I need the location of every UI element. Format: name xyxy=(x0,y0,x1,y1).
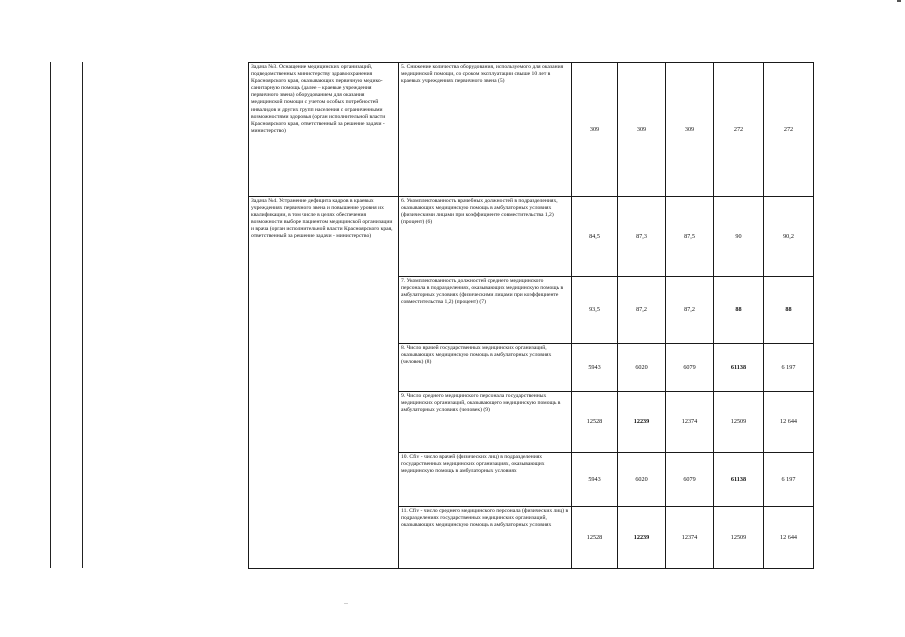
value-cell: 272 xyxy=(764,63,814,197)
value-cell: 6020 xyxy=(618,344,666,392)
value-cell: 6 197 xyxy=(764,344,814,392)
table-row xyxy=(249,63,814,197)
value-cell: 12374 xyxy=(666,507,714,569)
scan-speck xyxy=(344,603,348,604)
task-3-cell: Задача №3. Оснащение медицинских организаций, подведомственных министерству здравоохранения Красноярского края, оказывающих первичную медико-санитарную помощь (далее – краевые учреждения первичного звена) оборудованием для оказания медицинской помощи с учетом особых потребностей инвалидов и других групп населения с ограниченными возможностями здоровья (орган исполнительной власти Красноярского края, ответственный за решение задачи - министерство) xyxy=(249,63,399,197)
value-cell: 272 xyxy=(714,63,764,197)
value-cell: 6020 xyxy=(618,453,666,507)
value-cell: 12 644 xyxy=(764,507,814,569)
value-cell: 84,5 xyxy=(572,197,618,277)
value-cell: 93,5 xyxy=(572,277,618,344)
value-cell: 309 xyxy=(572,63,618,197)
indicator-cell: 7. Укомплектованность должностей среднего медицинского персонала в подразделениях, оказывающих медицинскую помощь в амбулаторных условиях (физическими лицами при коэффициенте совместительства 1,2) (процент) (7) xyxy=(399,277,572,344)
margin-rule-left xyxy=(50,62,51,568)
value-cell: 12509 xyxy=(714,392,764,453)
indicator-cell: 9. Число среднего медицинского персонала государственных медицинских организаций, оказывающего медицинскую помощь в амбулаторных условиях (человек) (9) xyxy=(399,392,572,453)
value-cell: 12528 xyxy=(572,392,618,453)
value-cell: 12 644 xyxy=(764,392,814,453)
task-4-cell: Задача №4. Устранение дефицита кадров в краевых учреждениях первичного звена и повышение уровня их квалификации, в том числе в целях обеспечения возможности выборе пациентом медицинской организации и врача (орган исполнительной власти Красноярского края, ответственный за решение задачи - министерство) xyxy=(249,197,399,569)
indicators-table xyxy=(248,62,814,569)
value-cell: 12239 xyxy=(618,507,666,569)
value-cell: 12509 xyxy=(714,507,764,569)
margin-rule-middle xyxy=(82,62,83,568)
value-cell: 5943 xyxy=(572,453,618,507)
value-cell: 87,2 xyxy=(618,277,666,344)
indicator-cell: 5. Снижение количества оборудования, используемого для оказания медицинской помощи, со сроком эксплуатации свыше 10 лет в краевых учреждениях первичного звена (5) xyxy=(399,63,572,197)
indicator-cell: 10. Cfiv - число врачей (физических лиц) в подразделениях государственных медицинских организациях, оказывающих медицинскую помощь в амбулаторных условиях xyxy=(399,453,572,507)
value-cell: 309 xyxy=(618,63,666,197)
value-cell: 90,2 xyxy=(764,197,814,277)
value-cell: 87,5 xyxy=(666,197,714,277)
value-cell: 88 xyxy=(764,277,814,344)
value-cell: 61138 xyxy=(714,344,764,392)
value-cell: 87,2 xyxy=(666,277,714,344)
value-cell: 12374 xyxy=(666,392,714,453)
value-cell: 6 197 xyxy=(764,453,814,507)
value-cell: 90 xyxy=(714,197,764,277)
scan-corner-mark xyxy=(897,0,901,2)
value-cell: 309 xyxy=(666,63,714,197)
value-cell: 12239 xyxy=(618,392,666,453)
value-cell: 61138 xyxy=(714,453,764,507)
value-cell: 6079 xyxy=(666,453,714,507)
indicator-cell: 6. Укомплектованность врачебных должностей в подразделениях, оказывающих медицинскую помощь в амбулаторных условиях (физическими лицами при коэффициенте совместительства 1,2) (процент) (6) xyxy=(399,197,572,277)
table-row xyxy=(249,197,814,277)
indicator-cell: 11. Cfiv - число среднего медицинского персонала (физических лиц) в подразделениях государственных медицинских организаций, оказывающих медицинскую помощь в амбулаторных условиях xyxy=(399,507,572,569)
value-cell: 88 xyxy=(714,277,764,344)
value-cell: 5943 xyxy=(572,344,618,392)
indicator-cell: 8. Число врачей государственных медицинских организаций, оказывающих медицинскую помощь в амбулаторных условиях (человек) (8) xyxy=(399,344,572,392)
value-cell: 87,3 xyxy=(618,197,666,277)
value-cell: 6079 xyxy=(666,344,714,392)
value-cell: 12528 xyxy=(572,507,618,569)
